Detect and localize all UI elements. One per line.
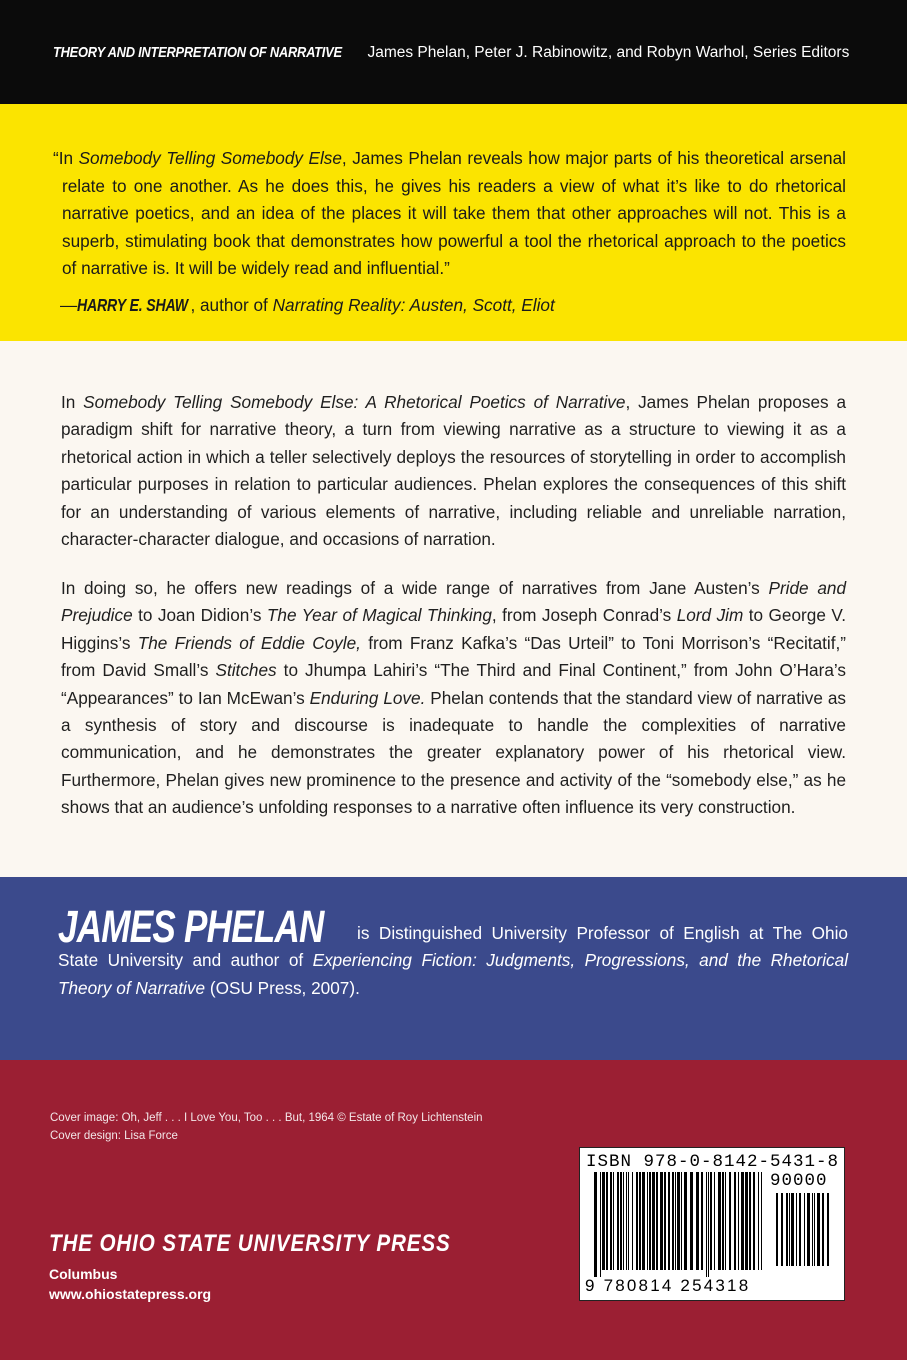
barcode-bar — [626, 1172, 627, 1270]
barcode-bar — [807, 1193, 810, 1266]
barcode-bar — [639, 1172, 641, 1270]
barcode-bar — [664, 1172, 666, 1270]
cover-credits — [50, 1109, 483, 1145]
barcode-bar — [632, 1172, 633, 1270]
barcode-bar — [708, 1172, 709, 1277]
publisher-url[interactable]: www.ohiostatepress.org — [49, 1286, 212, 1302]
series-line — [53, 44, 849, 62]
barcode-bar — [606, 1172, 608, 1270]
quote-dash: — — [60, 295, 78, 315]
barcode-bar — [761, 1172, 762, 1270]
barcode-bar — [649, 1172, 651, 1270]
author-bio-before: is Distinguished University Professor of English at The Ohio State University and author of — [58, 923, 848, 971]
book-description — [0, 341, 907, 877]
text-run: to Joan Didion’s — [132, 605, 267, 626]
barcode-bar — [594, 1172, 597, 1277]
barcode-bar — [660, 1172, 663, 1270]
publisher-city: Columbus — [49, 1266, 118, 1282]
barcode-bar — [681, 1172, 682, 1270]
cover-design-credit: Cover design: Lisa Force — [50, 1130, 178, 1142]
ean-digits: 9 780814 254318 — [585, 1276, 751, 1295]
text-run: In — [61, 392, 84, 412]
barcode-bar — [636, 1172, 638, 1270]
barcode-bar — [796, 1193, 797, 1266]
barcode-bar — [684, 1172, 687, 1270]
description-paragraph-2 — [61, 575, 846, 822]
author-bio-after: (OSU Press, 2007). — [205, 977, 360, 998]
barcode-bar — [613, 1172, 614, 1270]
barcode-bar — [617, 1172, 619, 1270]
barcode-bar — [677, 1172, 680, 1270]
description-paragraph-1 — [61, 389, 846, 553]
barcode-bar — [668, 1172, 670, 1270]
quote-attribution — [60, 295, 555, 316]
barcode-bar — [610, 1172, 612, 1270]
barcode-bar — [706, 1172, 707, 1277]
quote-open: “In — [53, 148, 79, 168]
barcode-bar — [718, 1172, 721, 1270]
italic-title: Somebody Telling Somebody Else: A Rhetorical Poetics of Narrative — [83, 392, 626, 412]
barcode-bar — [791, 1193, 794, 1266]
italic-title: Pride and Prejudice — [61, 578, 847, 626]
barcode-bar — [822, 1193, 824, 1266]
barcode-bar — [741, 1172, 744, 1270]
series-title: THEORY AND INTERPRETATION OF NARRATIVE — [53, 44, 342, 61]
series-header — [0, 0, 907, 104]
italic-title: Stitches — [215, 660, 277, 681]
italic-title: The Friends of Eddie Coyle, — [137, 632, 361, 653]
barcode-bar — [814, 1193, 815, 1266]
endorsement-quote — [0, 104, 907, 341]
quote-text — [53, 145, 846, 283]
barcode-bar — [602, 1172, 605, 1270]
italic-title: Enduring Love. — [309, 687, 426, 708]
barcode-bar — [725, 1172, 726, 1270]
ean-barcode-bars — [594, 1172, 764, 1277]
barcode-bar — [600, 1172, 601, 1277]
barcode-bar — [812, 1193, 813, 1266]
cover-image-credit: Cover image: Oh, Jeff . . . I Love You, Too . . . But, 1964 © Estate of Roy Lichtenstein — [50, 1112, 483, 1124]
quote-author: HARRY E. SHAW — [77, 295, 189, 315]
quote-author-of: , author of — [190, 295, 273, 315]
barcode-bar — [696, 1172, 699, 1270]
barcode-bar — [786, 1193, 788, 1266]
barcode-bar — [642, 1172, 645, 1270]
barcode-bar — [776, 1193, 778, 1266]
price-code: 90000 — [770, 1171, 828, 1191]
series-editors: James Phelan, Peter J. Rabinowitz, and Robyn Warhol, Series Editors — [367, 44, 850, 61]
barcode-bar — [749, 1172, 751, 1270]
author-name: JAMES PHELAN — [58, 901, 324, 952]
barcode-bar — [672, 1172, 674, 1270]
barcode-bar — [738, 1172, 739, 1270]
barcode-bar — [729, 1172, 731, 1270]
barcode-bar — [827, 1193, 829, 1266]
barcode-bar — [745, 1172, 748, 1270]
barcode-bar — [799, 1193, 801, 1266]
barcode-bar — [690, 1172, 693, 1270]
quote-book-title: Somebody Telling Somebody Else — [78, 148, 342, 168]
text-run: , from Joseph Conrad’s — [491, 605, 677, 626]
barcode-bar — [734, 1172, 736, 1270]
barcode-bar — [817, 1193, 820, 1266]
barcode-bar — [675, 1172, 676, 1270]
publisher-name: THE OHIO STATE UNIVERSITY PRESS — [49, 1230, 451, 1257]
author-bio — [0, 877, 907, 1060]
quote-body: , James Phelan reveals how major parts of his theoretical arsenal relate to one another. As he does this, he gives his readers a view of what it’s like to do rhetorical narrative poetics, and an idea of the places it will take them that other approaches will not. This is a superb, stimulating book that demonstrates how powerful a tool the rhetorical approach to the poetics of narrative is. It will be widely read and influential.” — [62, 148, 846, 279]
barcode-bar — [758, 1172, 759, 1270]
barcode-bar — [623, 1172, 624, 1270]
text-run: Phelan contends that the standard view of narrative as a synthesis of story and discourse is inadequate to handle the complexities of narrative communication, and he demonstrates the greater explanatory power of his rhetorical view. Furthermore, Phelan gives new prominence to the presence and activity of the “somebody else,” as he shows that an audience’s unfolding responses to a narrative often influence its very construction. — [61, 687, 847, 818]
italic-title: Lord Jim — [676, 605, 744, 626]
barcode-bar — [781, 1193, 783, 1266]
barcode-bar — [804, 1193, 805, 1266]
barcode-bar — [714, 1172, 715, 1270]
text-run: In doing so, he offers new readings of a wide range of narratives from Jane Austen’s — [61, 578, 769, 598]
barcode-bar — [652, 1172, 655, 1270]
barcode-bar — [722, 1172, 724, 1270]
italic-title: The Year of Magical Thinking — [266, 605, 492, 626]
author-bio-book: Experiencing Fiction: Judgments, Progressions, and the Rhetorical Theory of Narrative — [58, 950, 849, 998]
text-run: to Jhumpa Lahiri’s “The Third and Final Continent,” from John O’Hara’s “Appearances” to Ian McEwan’s — [61, 660, 846, 708]
quote-author-book: Narrating Reality: Austen, Scott, Eliot — [272, 295, 555, 315]
barcode-bar — [628, 1172, 629, 1270]
barcode-bar — [753, 1172, 755, 1270]
isbn-barcode — [579, 1147, 845, 1301]
text-run: , James Phelan proposes a paradigm shift for narrative theory, a turn from viewing narrative as a structure to viewing it as a rhetorical action in which a teller selectively deploys the resources of storytelling in order to accomplish particular purposes in relation to particular audiences. Phelan explores the consequences of this shift for an understanding of various elements of narrative, including reliable and unreliable narration, character-character dialogue, and occasions of narration. — [61, 392, 846, 550]
barcode-bar — [647, 1172, 648, 1270]
publisher-section — [0, 1060, 907, 1360]
barcode-bar — [656, 1172, 658, 1270]
text-run: to George V. Higgins’s — [61, 605, 846, 653]
isbn-label: ISBN 978-0-8142-5431-8 — [586, 1152, 840, 1172]
barcode-bar — [789, 1193, 790, 1266]
barcode-bar — [710, 1172, 712, 1270]
price-barcode-bars — [776, 1193, 836, 1273]
barcode-bar — [701, 1172, 703, 1270]
text-run: from Franz Kafka’s “Das Urteil” to Toni Morrison’s “Recitatif,” from David Small’s — [61, 632, 846, 681]
author-bio-text — [58, 901, 849, 1002]
barcode-bar — [620, 1172, 622, 1270]
